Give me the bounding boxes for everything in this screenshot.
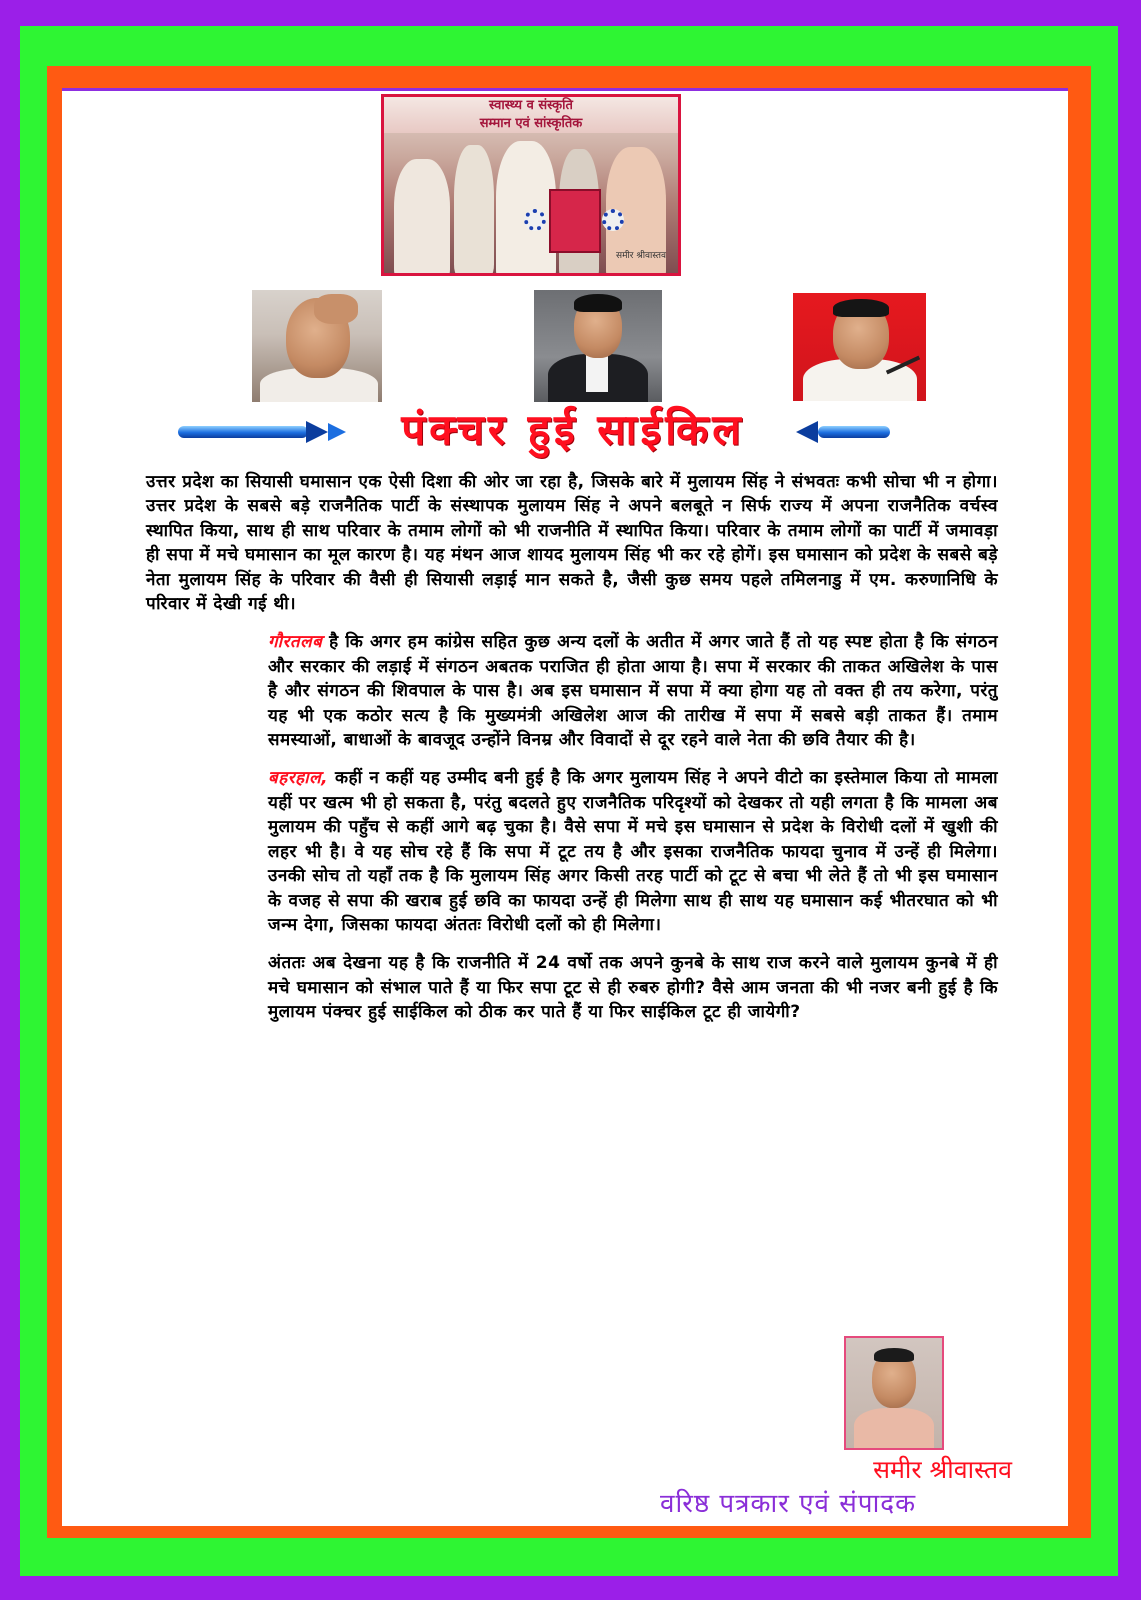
- article-paragraph-2: [146, 630, 998, 752]
- article-paragraph-1: [146, 470, 998, 616]
- award-ceremony-photo: [381, 94, 681, 276]
- award-banner-line1: स्वास्थ्य व संस्कृति: [489, 98, 573, 113]
- right-arrow-icon: [818, 426, 890, 438]
- award-banner-line2: सम्मान एवं सांस्कृतिक: [479, 116, 583, 131]
- award-person-2: [454, 145, 494, 275]
- award-rosette-right: [602, 209, 624, 231]
- award-banner: [384, 97, 678, 133]
- portrait-center-hair: [574, 294, 622, 312]
- article-paragraph-4: [146, 951, 998, 1024]
- award-plaque: [549, 189, 601, 253]
- article-body: [146, 470, 998, 1039]
- portrait-right: [793, 293, 926, 401]
- paragraph-3-lead: बहरहाल,: [268, 768, 329, 789]
- paragraph-1-text: उत्तर प्रदेश का सियासी घमासान एक ऐसी दिशा की ओर जा रहा है, जिसके बारे में मुलायम सिंह ने संभवतः कभी सोचा भी न होगा। उत्तर प्रदेश के सबसे बड़े राजनैतिक पार्टी के संस्थापक मुलायम सिंह ने अपने बलबूते न सिर्फ राज्य में अपना राजनैतिक वर्चस्व स्थापित किया, साथ ही साथ परिवार के तमाम लोगों को भी राजनीति में स्थापित किया। परिवार के तमाम लोगों का पार्टी में जमावड़ा ही सपा में मचे घमासान का मूल कारण है। यह मंथन आज शायद मुलायम सिंह भी कर रहे होगें। इस घमासान को प्रदेश के सबसे बड़े नेता मुलायम सिंह के परिवार की वैसी ही सियासी लड़ाई मान सकते है, जैसी कुछ समय पहले तमिलनाडु में एम. करुणानिधि के परिवार में देखी गई थी।: [146, 472, 998, 615]
- author-photo-hair: [874, 1348, 914, 1362]
- portrait-left: [252, 290, 382, 402]
- author-name: समीर श्रीवास्तव: [873, 1455, 1012, 1484]
- paragraph-4-text: अंततः अब देखना यह है कि राजनीति में 24 वर्षो तक अपने कुनबे के साथ राज करने वाले मुलायम कुनबे में ही मचे घमासान को संभाल पाते हैं या फिर सपा टूट से ही रुबरु होगी? वैसे आम जनता की भी नजर बनी हुई है कि मुलायम पंक्चर हुई साईकिल को ठीक कर पाते हैं या फिर साईकिल टूट ही जायेगी?: [268, 953, 998, 1023]
- award-person-1: [394, 159, 450, 276]
- page-title: पंक्चर हुई साईकिल: [401, 405, 745, 454]
- paragraph-3-text: कहीं न कहीं यह उम्मीद बनी हुई है कि अगर मुलायम सिंह ने अपने वीटो का इस्तेमाल किया तो मामला यहीं पर खत्म भी हो सकता है, परंतु बदलते हुए राजनैतिक परिदृश्यों को देखकर तो यही लगता है कि मामला अब मुलायम की पहुँच से कहीं आगे बढ़ चुका है। वैसे सपा में मचे इस घमासान से प्रदेश के विरोधी दलों में खुशी की लहर भी है। वे यह सोच रहे हैं कि सपा में टूट तय है और इसका राजनैतिक फायदा चुनाव में उन्हें ही मिलेगा। उनकी सोच तो यहाँ तक है कि मुलायम सिंह अगर किसी तरह पार्टी को टूट से बचा भी लेते हैं तो भी इस घमासान के वजह से सपा की खराब हुई छवि का फायदा उन्हें ही मिलेगा साथ ही साथ यह घमासान कई भीतरघात को भी जन्म देगा, जिसका फायदा अंततः विरोधी दलों को ही मिलेगा।: [268, 768, 998, 935]
- paragraph-2-lead: गौरतलब: [268, 632, 323, 653]
- paragraph-2-text: है कि अगर हम कांग्रेस सहित कुछ अन्य दलों के अतीत में अगर जाते हैं तो यह स्पष्ट होता है कि संगठन और सरकार की लड़ाई में संगठन अबतक पराजित ही होता आया है। सपा में सरकार की ताकत अखिलेश के पास है और संगठन की शिवपाल के पास है। अब इस घमासान में सपा में क्या होगा यह तो वक्त ही तय करेगा, परंतु यह भी एक कठोर सत्य है कि मुख्यमंत्री अखिलेश आज की तारीख में सपा में सबसे बड़ी ताकत हैं। तमाम समस्याओं, बाधाओं के बावजूद उन्होंने विनम्र और विवादों से दूर रहने वाले नेता की छवि तैयार की है।: [268, 632, 998, 751]
- author-photo-body: [854, 1408, 934, 1450]
- left-arrowhead-icon: [306, 421, 328, 443]
- award-photo-caption: समीर श्रीवास्तव: [615, 251, 666, 261]
- portrait-right-hair: [833, 299, 889, 317]
- article-paragraph-3: [146, 766, 998, 937]
- left-arrow-icon: [178, 426, 308, 438]
- award-person-3: [496, 141, 556, 276]
- title-banner: [178, 406, 858, 456]
- author-photo: [844, 1336, 944, 1450]
- portrait-left-hand: [314, 294, 358, 324]
- portrait-center: [534, 290, 662, 402]
- portrait-center-collar: [586, 352, 608, 392]
- award-rosette-left: [524, 209, 546, 231]
- author-designation: वरिष्ठ पत्रकार एवं संपादक: [660, 1489, 917, 1519]
- top-divider: [62, 88, 1068, 91]
